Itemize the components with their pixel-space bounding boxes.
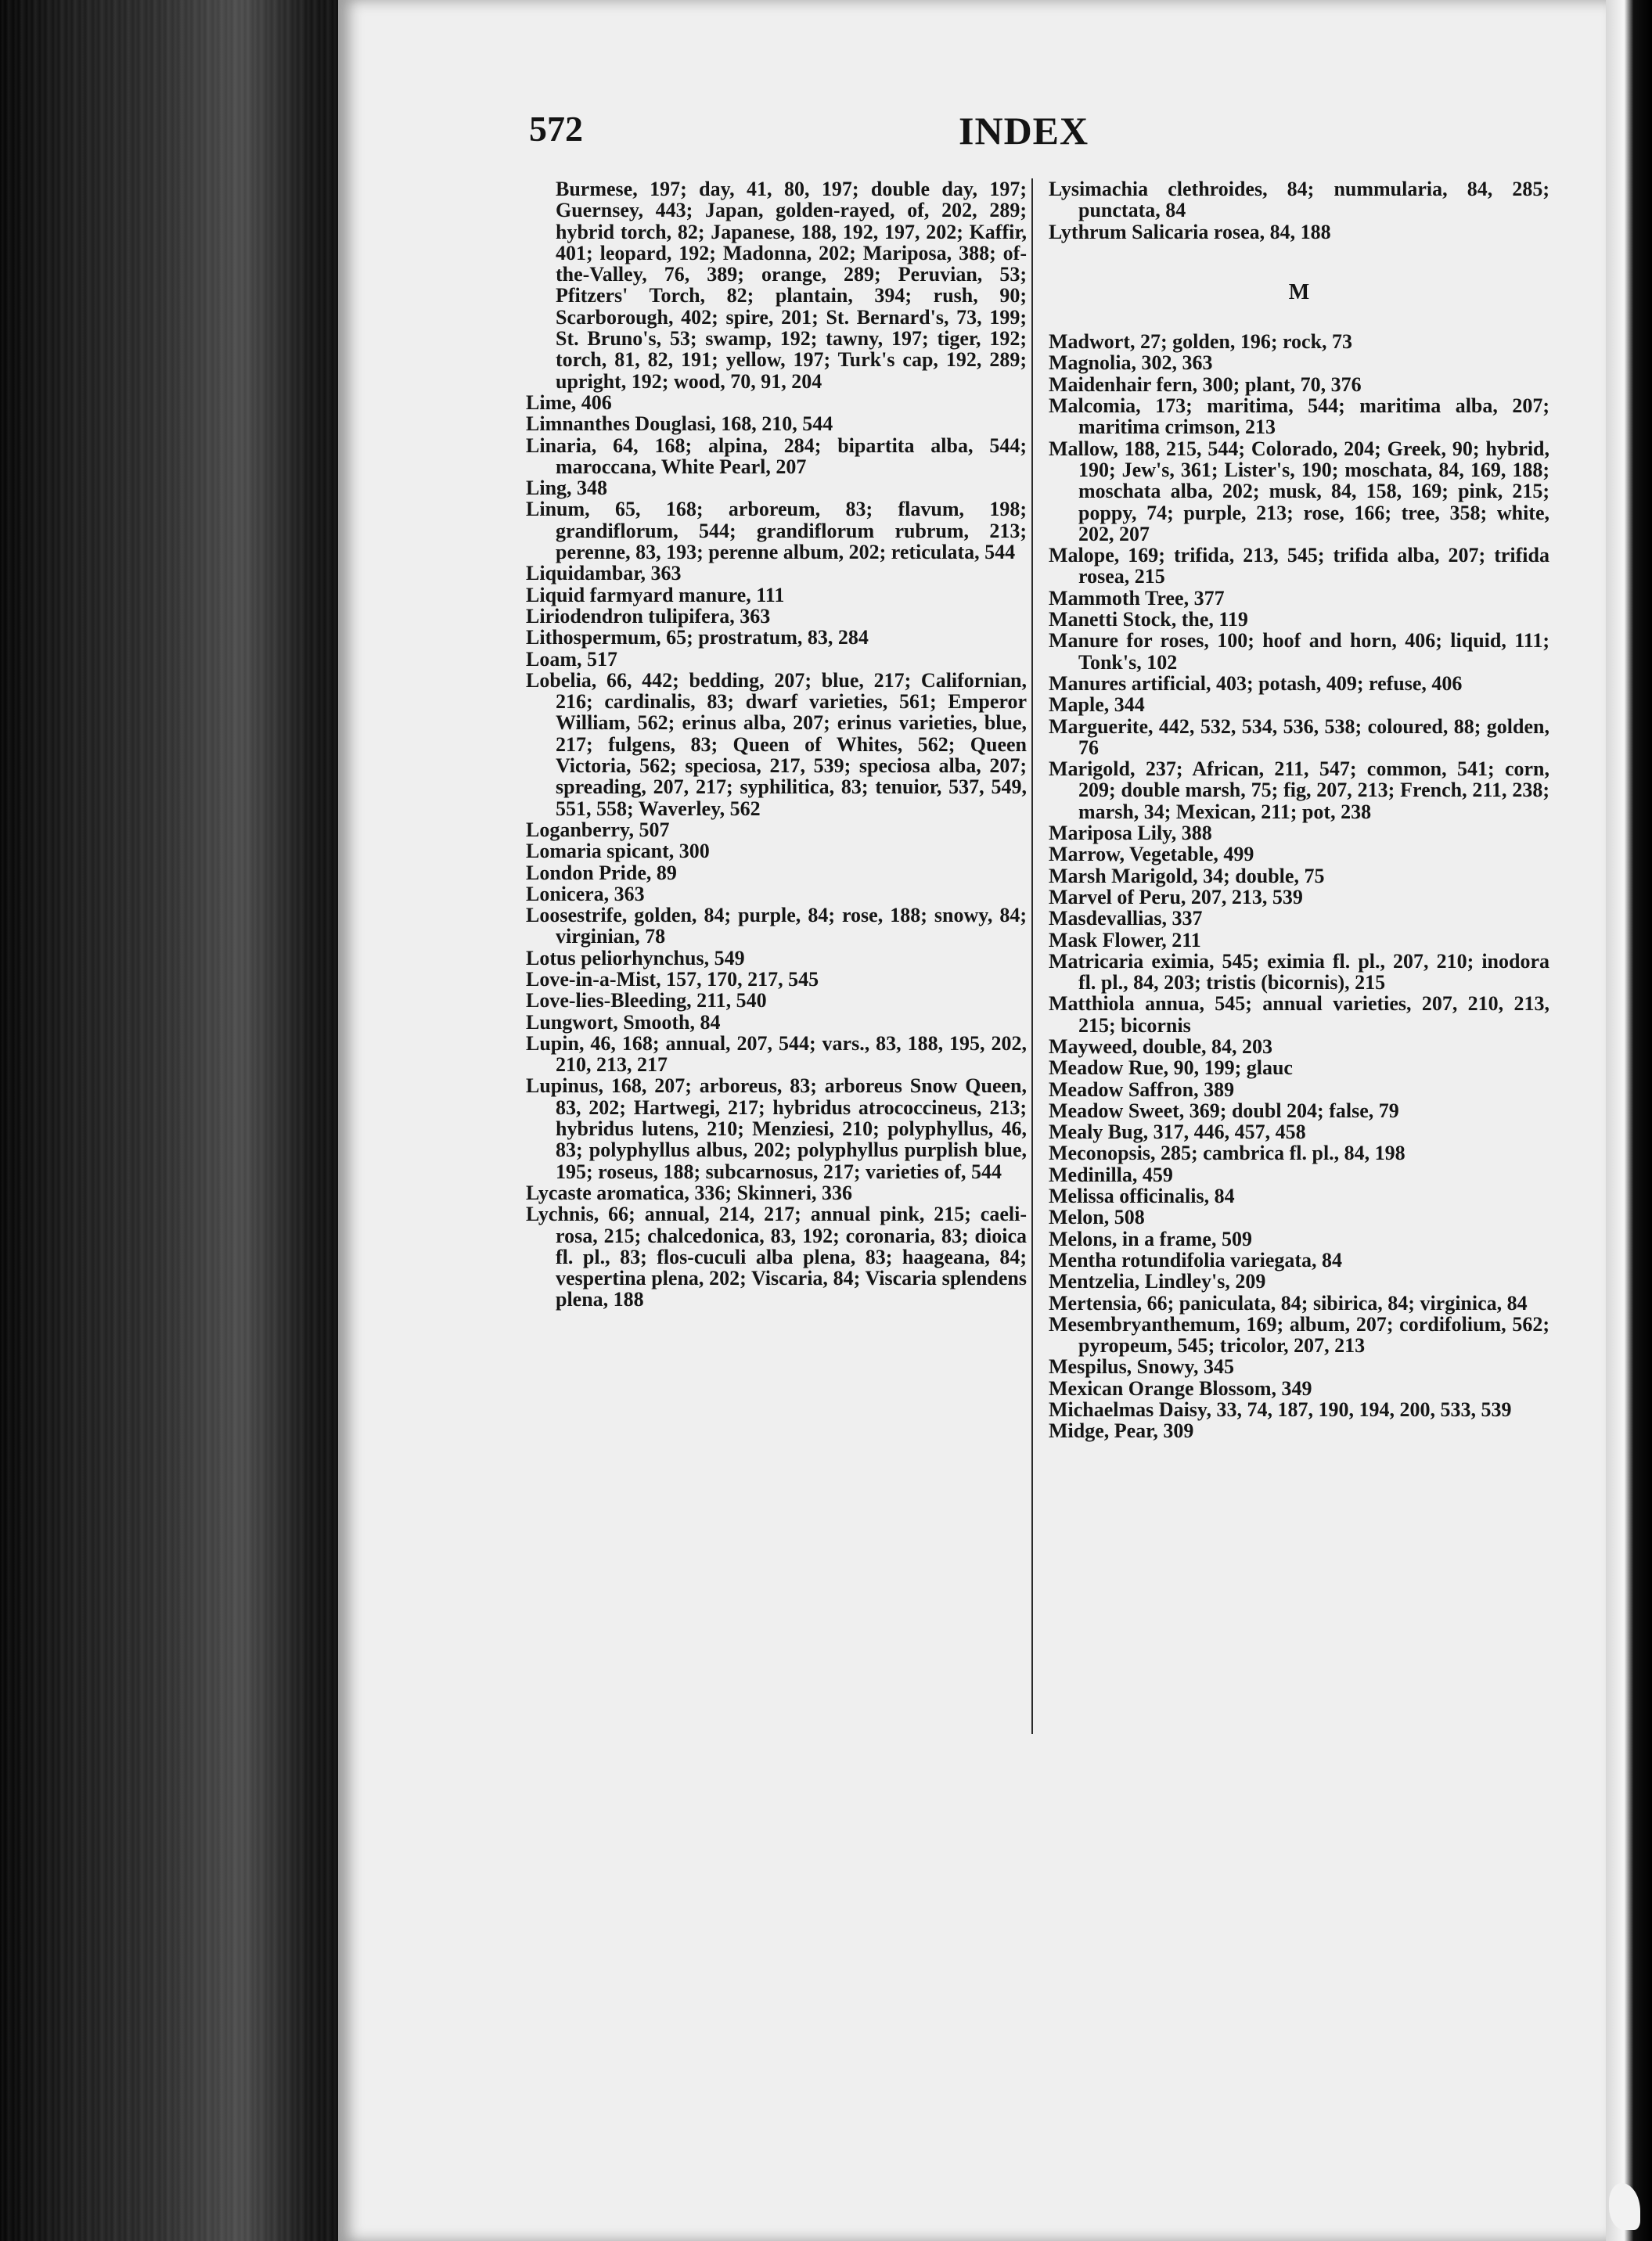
- index-entry: Loganberry, 507: [526, 818, 670, 841]
- index-entry: Lycaste aromatica, 336; Skinneri, 336: [526, 1181, 852, 1204]
- index-entry: Marsh Marigold, 34; double, 75: [1049, 864, 1325, 887]
- index-entry: Burmese, 197; day, 41, 80, 197; double day, 197; Guernsey, 443; Japan, golden-rayed, of, 202, 289; hybrid torch, 82; Japanese, 188, 192, 197, 202; Kaffir, 401; leopard, 192; Madonna, 202; Mariposa, 388; of-the-Valley, 76, 389; orange, 289; Peruvian, 53; Pfitzers' Torch, 82; plantain, 394; rush, 90; Scarborough, 402; spire, 201; St. Bernard's, 73, 199; St. Bruno's, 53; swamp, 192; tawny, 197; tiger, 192; torch, 81, 82, 191; yellow, 197; Turk's cap, 192, 289; upright, 192; wood, 70, 91, 204: [556, 178, 1027, 393]
- index-entry: Mask Flower, 211: [1049, 928, 1201, 951]
- index-entry: Limnanthes Douglasi, 168, 210, 544: [526, 412, 833, 436]
- index-entry: Manetti Stock, the, 119: [1049, 608, 1248, 631]
- index-entry: Mammoth Tree, 377: [1049, 586, 1225, 610]
- index-entry: Lythrum Salicaria rosea, 84, 188: [1049, 220, 1331, 243]
- index-entry: Meadow Rue, 90, 199; glauc: [1049, 1056, 1293, 1080]
- index-entry: Liriodendron tulipifera, 363: [526, 604, 771, 628]
- index-entries-l-continued: [1049, 178, 1549, 243]
- index-entry: Liquidambar, 363: [526, 562, 682, 585]
- index-entry: Mexican Orange Blossom, 349: [1049, 1376, 1312, 1400]
- index-column-right: [1049, 178, 1549, 1442]
- index-entry: Marvel of Peru, 207, 213, 539: [1049, 885, 1303, 908]
- index-entry: Maple, 344: [1049, 693, 1145, 717]
- section-letter: M: [1288, 279, 1310, 304]
- index-entry: Matthiola annua, 545; annual varieties, 207, 210, 213, 215; bicornis: [1049, 992, 1549, 1037]
- index-entry: Meadow Sweet, 369; doubl 204; false, 79: [1049, 1099, 1399, 1122]
- index-column-left: [526, 178, 1027, 1311]
- index-entry: Melissa officinalis, 84: [1049, 1185, 1235, 1208]
- index-entry: Madwort, 27; golden, 196; rock, 73: [1049, 330, 1353, 354]
- index-entry: Mentha rotundifolia variegata, 84: [1049, 1248, 1343, 1272]
- index-entry: Michaelmas Daisy, 33, 74, 187, 190, 194, 200, 533, 539: [1049, 1398, 1512, 1422]
- index-entry: Loam, 517: [526, 647, 617, 671]
- index-entry: Maidenhair fern, 300; plant, 70, 376: [1049, 372, 1362, 396]
- index-entry: Manures artificial, 403; potash, 409; refuse, 406: [1049, 671, 1463, 695]
- index-entry: Love-lies-Bleeding, 211, 540: [526, 989, 767, 1013]
- index-entry: Manure for roses, 100; hoof and horn, 406; liquid, 111; Tonk's, 102: [1049, 629, 1549, 674]
- index-entry: Lupin, 46, 168; annual, 207, 544; vars., 83, 188, 195, 202, 210, 213, 217: [526, 1031, 1027, 1077]
- index-entry: Mayweed, double, 84, 203: [1049, 1034, 1272, 1058]
- index-entry: Mespilus, Snowy, 345: [1049, 1355, 1234, 1379]
- index-entry: Masdevallias, 337: [1049, 907, 1203, 930]
- index-entry: Lotus peliorhynchus, 549: [526, 946, 745, 969]
- page-number: 572: [529, 109, 583, 149]
- index-entry: Marguerite, 442, 532, 534, 536, 538; coloured, 88; golden, 76: [1049, 714, 1549, 759]
- index-entry: Loosestrife, golden, 84; purple, 84; rose, 188; snowy, 84; virginian, 78: [526, 904, 1027, 948]
- index-entry: Lysimachia clethroides, 84; nummularia, 84, 285; punctata, 84: [1049, 178, 1549, 222]
- index-entry: Mariposa Lily, 388: [1049, 822, 1212, 845]
- index-entry: Lupinus, 168, 207; arboreus, 83; arboreus Snow Queen, 83, 202; Hartwegi, 217; hybridus atrococcineus, 213; hybridus lutens, 210; Menziesi, 210; polyphyllus, 46, 83; polyphyllus albus, 202; polyphyllus purplish blue, 195; roseus, 188; subcarnosus, 217; varieties of, 544: [526, 1074, 1027, 1183]
- index-entries-m: [1049, 331, 1549, 1441]
- index-entry: Malcomia, 173; maritima, 544; maritima alba, 207; maritima crimson, 213: [1049, 394, 1549, 439]
- index-entry: Lithospermum, 65; prostratum, 83, 284: [526, 626, 869, 649]
- index-entry: Liquid farmyard manure, 111: [526, 583, 785, 606]
- index-entry: Mesembryanthemum, 169; album, 207; cordifolium, 562; pyropeum, 545; tricolor, 207, 213: [1049, 1312, 1549, 1358]
- index-entry: London Pride, 89: [526, 861, 677, 884]
- index-entry: Linaria, 64, 168; alpina, 284; bipartita alba, 544; maroccana, White Pearl, 207: [526, 433, 1027, 478]
- index-entry: Melons, in a frame, 509: [1049, 1227, 1252, 1250]
- scan-dark-margin: [0, 0, 344, 2241]
- index-entry: Medinilla, 459: [1049, 1163, 1173, 1186]
- page-title: INDEX: [959, 109, 1089, 153]
- index-entry: Meadow Saffron, 389: [1049, 1077, 1235, 1101]
- index-entry: Marrow, Vegetable, 499: [1049, 843, 1254, 866]
- index-entry: Matricaria eximia, 545; eximia fl. pl., 207, 210; inodora fl. pl., 84, 203; tristis (bicornis), 215: [1049, 949, 1549, 995]
- index-entry: Love-in-a-Mist, 157, 170, 217, 545: [526, 967, 819, 991]
- index-entry: Meconopsis, 285; cambrica fl. pl., 84, 198: [1049, 1142, 1405, 1165]
- index-entry: Magnolia, 302, 363: [1049, 351, 1213, 375]
- index-entry: Mertensia, 66; paniculata, 84; sibirica, 84; virginica, 84: [1049, 1291, 1528, 1315]
- index-entry: Lobelia, 66, 442; bedding, 207; blue, 217; Californian, 216; cardinalis, 83; dwarf varieties, 561; Emperor William, 562; erinus alba, 207; erinus varieties, blue, 217; fulgens, 83; Queen of Whites, 562; Queen Victoria, 562; speciosa, 217, 539; speciosa alba, 207; spreading, 207, 217; syphilitica, 83; tenuior, 537, 549, 551, 558; Waverley, 562: [526, 668, 1027, 820]
- index-entry: Lomaria spicant, 300: [526, 840, 710, 863]
- index-entry: Mentzelia, Lindley's, 209: [1049, 1270, 1266, 1293]
- index-entry: Lime, 406: [526, 390, 612, 414]
- index-entry: Melon, 508: [1049, 1206, 1145, 1229]
- index-entry: Lonicera, 363: [526, 882, 645, 905]
- index-entry: Ling, 348: [526, 477, 608, 500]
- index-entry: Marigold, 237; African, 211, 547; common, 541; corn, 209; double marsh, 75; fig, 207, 213; French, 211, 238; marsh, 34; Mexican, 211; pot, 238: [1049, 757, 1549, 823]
- index-entry: Mallow, 188, 215, 544; Colorado, 204; Greek, 90; hybrid, 190; Jew's, 361; Lister's, 190; moschata, 84, 169, 188; moschata alba, 202; musk, 84, 158, 169; pink, 215; poppy, 74; purple, 213; rose, 166; tree, 358; white, 202, 207: [1049, 437, 1549, 545]
- column-divider: [1031, 178, 1033, 1734]
- index-entry: Lychnis, 66; annual, 214, 217; annual pink, 215; caeli-rosa, 215; chalcedonica, 83, 192; coronaria, 83; dioica fl. pl., 83; flos-cuculi alba plena, 83; haageana, 84; vespertina plena, 202; Viscaria, 84; Viscaria splendens plena, 188: [526, 1203, 1027, 1311]
- index-entry: Mealy Bug, 317, 446, 457, 458: [1049, 1120, 1306, 1144]
- index-entry: Midge, Pear, 309: [1049, 1419, 1194, 1443]
- index-entry: Lungwort, Smooth, 84: [526, 1010, 721, 1034]
- index-entry: Linum, 65, 168; arboreum, 83; flavum, 198; grandiflorum, 544; grandiflorum rubrum, 213; perenne, 83, 193; perenne album, 202; reticulata, 544: [526, 498, 1027, 564]
- index-entry: Malope, 169; trifida, 213, 545; trifida alba, 207; trifida rosea, 215: [1049, 544, 1549, 588]
- facing-page-edge: [1606, 0, 1652, 2241]
